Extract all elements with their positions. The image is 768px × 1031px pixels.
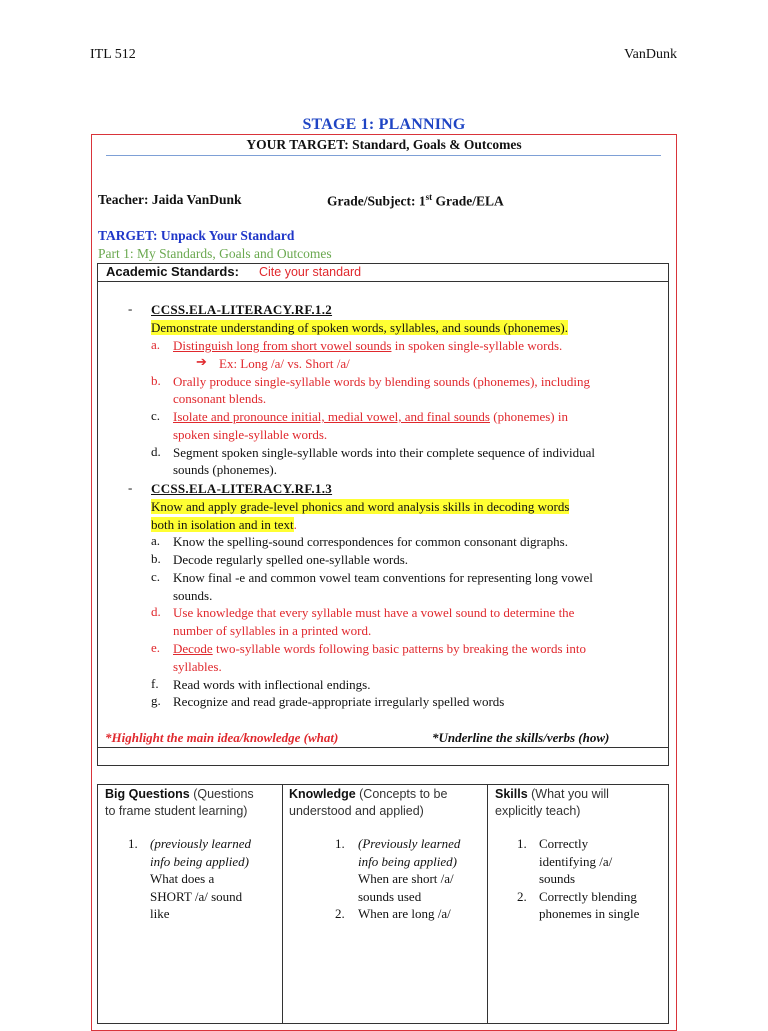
skills-item-line5: phonemes in single <box>539 906 640 921</box>
skills-item-line2: identifying /a/ <box>539 853 613 869</box>
knowledge-item-line3: When are short /a/ <box>358 871 454 886</box>
stage-title: STAGE 1: PLANNING <box>302 116 466 133</box>
std1-a-rest: in spoken single-syllable words. <box>391 338 563 353</box>
std2-f-letter: f. <box>151 676 159 691</box>
std2-main-line1 <box>151 498 569 515</box>
std2-c-line2: sounds. <box>173 588 213 603</box>
grade-row <box>327 192 504 210</box>
grade-number: 1 <box>418 193 426 209</box>
target-title: YOUR TARGET: Standard, Goals & Outcomes <box>246 137 522 152</box>
title-divider <box>106 155 661 156</box>
std1-d-line1: Segment spoken single-syllable words into their complete sequence of individual <box>173 445 596 460</box>
std2-g-letter: g. <box>151 693 161 708</box>
std2-main1-highlight: Know and apply grade-level phonics and word analysis skills in decoding words <box>151 499 570 514</box>
std2-d-letter: d. <box>151 604 161 619</box>
skills-desc1: (What you will <box>527 787 609 801</box>
std1-c-rest: (phonemes) in <box>489 409 568 424</box>
cite-standard-hint: Cite your standard <box>259 265 362 279</box>
course-code: ITL 512 <box>90 47 136 62</box>
knowledge-item-line4: sounds used <box>358 888 422 904</box>
big-item-1 <box>150 835 251 923</box>
std2-c-letter: c. <box>151 569 161 584</box>
grade-label: Grade/Subject: <box>327 193 416 209</box>
grid-divider-1 <box>282 784 283 1024</box>
knowledge-item-number-1: 1. <box>335 836 345 851</box>
skills-item-number-2: 2. <box>517 889 527 904</box>
target-unpack-heading: TARGET: Unpack Your Standard <box>98 228 295 243</box>
std2-main2-period: . <box>293 517 297 532</box>
std1-c-line2: spoken single-syllable words. <box>173 427 328 442</box>
knowledge-item-line5: When are long /a/ <box>358 906 451 921</box>
std2-d-line1: Use knowledge that every syllable must have a vowel sound to determine the <box>173 605 575 620</box>
std2-f-text: Read words with inflectional endings. <box>173 677 371 692</box>
part1-heading: Part 1: My Standards, Goals and Outcomes <box>98 246 332 261</box>
skills-title: Skills <box>495 787 528 801</box>
std1-c-underlined: Isolate and pronounce initial, medial vowel, and final sounds <box>173 409 490 424</box>
std2-e-rest: two-syllable words following basic patterns by breaking the words into <box>212 641 587 656</box>
big-questions-desc2: to frame student learning) <box>105 804 248 818</box>
standards-footer-divider <box>97 747 669 748</box>
knowledge-item-number-2: 2. <box>335 906 345 921</box>
skills-header <box>495 786 609 820</box>
std2-e-line2: syllables. <box>173 659 222 674</box>
std1-d-line2: sounds (phonemes). <box>173 462 277 477</box>
std1-code: CCSS.ELA-LITERACY.RF.1.2 <box>151 302 333 317</box>
knowledge-desc2: understood and applied) <box>289 804 424 818</box>
std2-a-text: Know the spelling-sound correspondences for common consonant digraphs. <box>173 534 568 549</box>
std1-a-letter: a. <box>151 337 161 352</box>
std1-c-line1 <box>173 408 568 425</box>
skills-items <box>539 835 639 923</box>
skills-desc2: explicitly teach) <box>495 804 581 818</box>
teacher-row <box>98 192 242 208</box>
std2-dash: - <box>128 480 133 495</box>
std1-b-line1: Orally produce single-syllable words by blending sounds (phonemes), including <box>173 374 591 389</box>
author-name: VanDunk <box>624 47 677 62</box>
knowledge-item-1 <box>358 835 460 923</box>
teacher-name: Jaida VanDunk <box>151 192 242 207</box>
std2-code: CCSS.ELA-LITERACY.RF.1.3 <box>151 481 333 496</box>
big-item-line1: (previously learned <box>150 836 251 851</box>
std2-b-text: Decode regularly spelled one-syllable words. <box>173 552 409 567</box>
std2-main-line2 <box>151 516 297 533</box>
std1-b-line2: consonant blends. <box>173 391 267 406</box>
std1-a-underlined: Distinguish long from short vowel sounds <box>173 338 392 353</box>
standards-header-divider <box>97 281 669 282</box>
big-item-number-1: 1. <box>128 836 138 851</box>
std2-e-letter: e. <box>151 640 161 655</box>
big-item-line4: SHORT /a/ sound <box>150 888 243 904</box>
knowledge-item-line2: info being applied) <box>358 853 457 869</box>
big-item-line3: What does a <box>150 871 215 886</box>
std2-a-letter: a. <box>151 533 161 548</box>
std1-b-letter: b. <box>151 373 161 388</box>
std1-a-example: Ex: Long /a/ vs. Short /a/ <box>219 356 350 371</box>
arrow-right-icon: ➔ <box>196 354 207 369</box>
std2-g-text: Recognize and read grade-appropriate irregularly spelled words <box>173 694 505 709</box>
big-item-line5: like <box>150 906 170 921</box>
big-questions-title: Big Questions <box>105 787 190 801</box>
knowledge-item-line1: (Previously learned <box>358 836 461 851</box>
academic-standards-label: Academic Standards: <box>106 264 239 279</box>
std1-d-letter: d. <box>151 444 161 459</box>
skills-item-number-1: 1. <box>517 836 527 851</box>
std2-c-line1: Know final -e and common vowel team conventions for representing long vowel <box>173 570 593 585</box>
highlight-instruction: *Highlight the main idea/knowledge (what) <box>105 730 339 745</box>
std1-a-text <box>173 337 562 354</box>
std2-b-letter: b. <box>151 551 161 566</box>
std1-c-letter: c. <box>151 408 161 423</box>
underline-instruction: *Underline the skills/verbs (how) <box>432 730 610 745</box>
teacher-label: Teacher: <box>98 192 149 207</box>
knowledge-title: Knowledge <box>289 787 356 801</box>
big-item-line2: info being applied) <box>150 853 249 869</box>
grid-divider-2 <box>487 784 488 1024</box>
skills-item-line3: sounds <box>539 871 576 886</box>
knowledge-desc1: (Concepts to be <box>355 787 448 801</box>
skills-item-line1: Correctly <box>539 836 589 851</box>
big-questions-header <box>105 786 254 820</box>
std1-main-highlight: Demonstrate understanding of spoken words, syllables, and sounds (phonemes). <box>151 320 569 335</box>
grade-subject: Grade/ELA <box>435 193 504 209</box>
std2-e-underlined: Decode <box>173 641 213 656</box>
std2-d-line2: number of syllables in a printed word. <box>173 623 372 638</box>
std2-main2-highlight: both in isolation and in text <box>151 517 294 532</box>
skills-item-line4: Correctly blending <box>539 888 637 904</box>
knowledge-header <box>289 786 447 820</box>
std2-e-line1 <box>173 640 586 657</box>
grade-suffix: st <box>425 192 433 202</box>
std1-main <box>151 319 568 336</box>
big-questions-desc1: (Questions <box>189 787 254 801</box>
std1-dash: - <box>128 301 133 316</box>
